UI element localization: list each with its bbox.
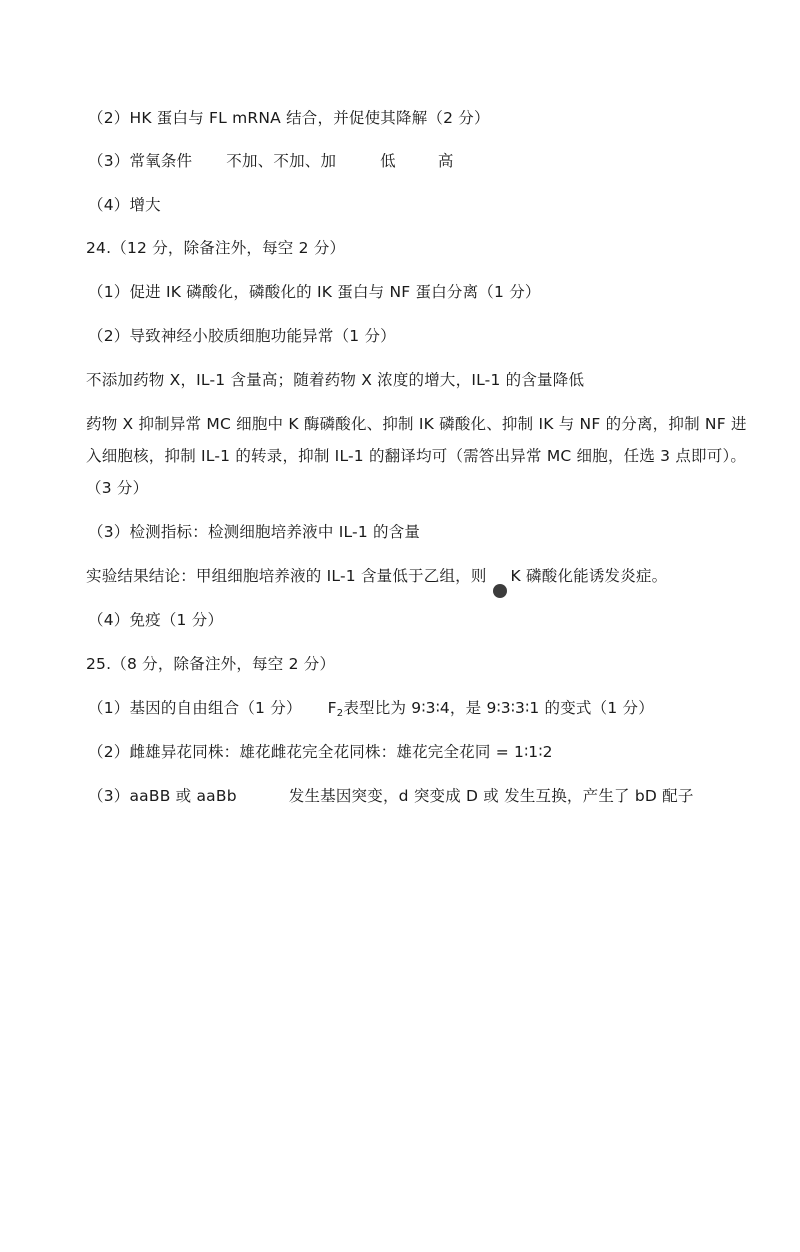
q25-1-answer bbox=[88, 698, 654, 724]
q23-3-answer bbox=[88, 151, 454, 171]
q24-2-answer: （2）导致神经小胶质细胞功能异常（1 分） bbox=[88, 327, 396, 345]
q24-4-answer: （4）免疫（1 分） bbox=[88, 611, 224, 629]
q24-1-answer: （1）促进 IK 磷酸化，磷酸化的 IK 蛋白与 NF 蛋白分离（1 分） bbox=[88, 283, 541, 301]
q25-1-part-a: （1）基因的自由组合（1 分） bbox=[88, 699, 302, 717]
q25-3-answer bbox=[88, 786, 694, 806]
q24-2-line4: 入细胞核，抑制 IL-1 的转录，抑制 IL-1 的翻译均可（需答出异常 MC 细胞，任选 3 点即可）。 bbox=[86, 447, 747, 465]
q23-2-answer: （2）HK 蛋白与 FL mRNA 结合，并促使其降解（2 分） bbox=[88, 109, 490, 127]
q25-1-f-label: F bbox=[327, 699, 337, 717]
q25-1-part-b bbox=[328, 699, 654, 717]
q24-2-line5: （3 分） bbox=[86, 479, 149, 497]
ink-blot-mark bbox=[493, 584, 507, 598]
q24-header: 24.（12 分，除备注外，每空 2 分） bbox=[86, 239, 346, 257]
q23-3-blank-c: 高 bbox=[437, 152, 454, 170]
q24-2-line2: 不添加药物 X，IL-1 含量高；随着药物 X 浓度的增大，IL-1 的含量降低 bbox=[86, 371, 585, 389]
q23-3-blank-a: 不加、不加、加 bbox=[226, 152, 337, 170]
q24-3-result-a: 实验结果结论：甲组细胞培养液的 IL-1 含量低于乙组，则 bbox=[86, 567, 487, 585]
q25-2-answer: （2）雌雄异花同株：雄花雌花完全花同株：雄花完全花同 = 1∶1∶2 bbox=[88, 743, 553, 761]
q23-3-blank-b: 低 bbox=[380, 152, 396, 170]
q24-3-result bbox=[86, 566, 667, 586]
q24-3-result-b: K 磷酸化能诱发炎症。 bbox=[510, 567, 668, 585]
q24-3-answer: （3）检测指标：检测细胞培养液中 IL-1 的含量 bbox=[88, 523, 421, 541]
q24-2-line3: 药物 X 抑制异常 MC 细胞中 K 酶磷酸化、抑制 IK 磷酸化、抑制 IK 与 NF 的分离，抑制 NF 进 bbox=[86, 415, 747, 433]
q25-3-part-b: 发生基因突变，d 突变成 D 或 发生互换，产生了 bD 配子 bbox=[288, 787, 694, 805]
q25-1-ratio-text: 表型比为 9∶3∶4，是 9∶3∶3∶1 的变式（1 分） bbox=[343, 699, 654, 717]
q25-1-f-subscript: 2 bbox=[336, 708, 344, 719]
q25-3-part-a: （3）aaBB 或 aaBb bbox=[88, 787, 237, 805]
q23-3-prefix: （3）常氧条件 bbox=[88, 152, 193, 170]
q25-header: 25.（8 分，除备注外，每空 2 分） bbox=[86, 655, 336, 673]
q23-4-answer: （4）增大 bbox=[88, 196, 161, 214]
